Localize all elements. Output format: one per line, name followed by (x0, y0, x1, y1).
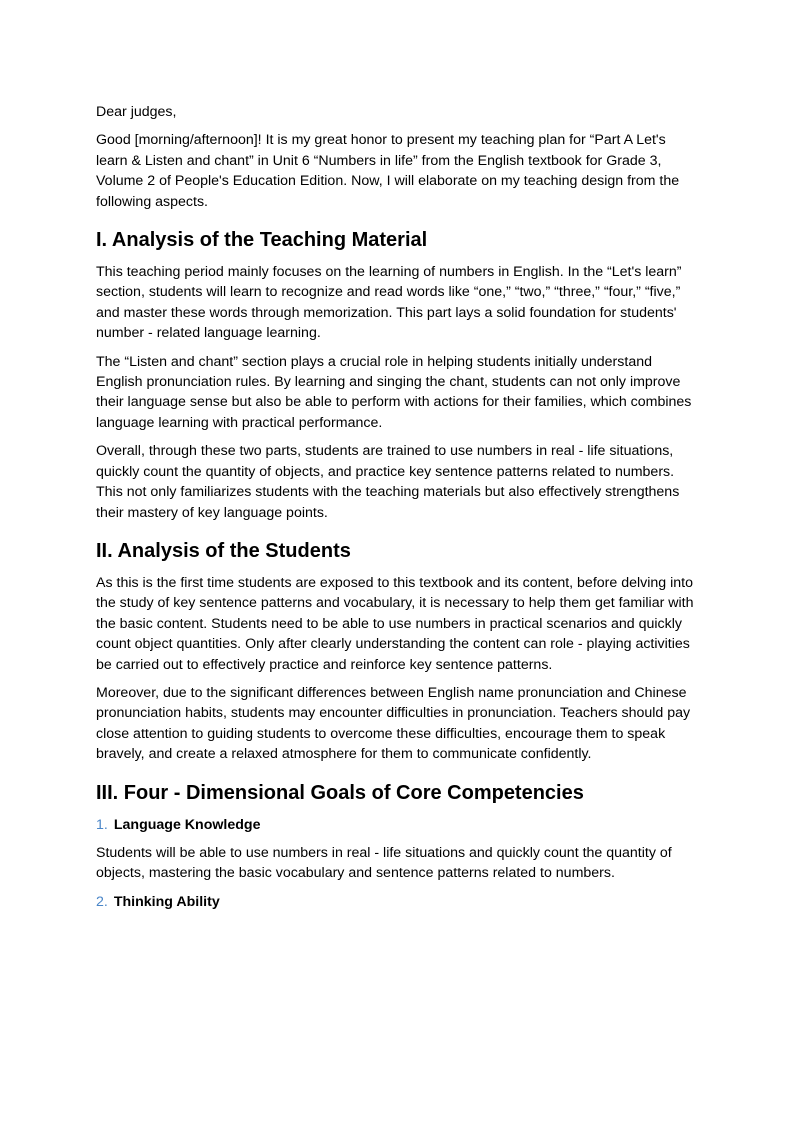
list-label: Language Knowledge (113, 816, 261, 833)
salutation: Dear judges, (96, 104, 177, 120)
paragraph: Overall, through these two parts, students are trained to use numbers in real - life situations, quickly count the quantity of objects, and practice key sentence patterns related to numbers. This not only familiarizes students with the teaching materials but also effectively strengthens their mastery of key language points. (96, 443, 680, 521)
intro-paragraph: Good [morning/afternoon]! It is my great honor to present my teaching plan for “Part A Let's learn & Listen and chant” in Unit 6 “Numbers in life” from the English textbook for Grade 3, Volume 2 of People's Education Edition. Now, I will elaborate on my teaching design from the following aspects. (96, 132, 680, 210)
paragraph: This teaching period mainly focuses on the learning of numbers in English. In the “Let's learn” section, students will learn to recognize and read words like “one,” “two,” “three,” “four,” “five,” and master these words through memorization. This part lays a solid foundation for students' number - related language learning. (96, 264, 682, 342)
list-number: 2. (96, 893, 108, 910)
list-item-language-knowledge (96, 815, 696, 835)
list-label: Thinking Ability (113, 893, 220, 910)
section-heading-students: II. Analysis of the Students (96, 539, 351, 562)
paragraph: Students will be able to use numbers in real - life situations and quickly count the quantity of objects, mastering the basic vocabulary and sentence patterns related to numbers. (96, 844, 672, 882)
section-heading-core-competencies: III. Four - Dimensional Goals of Core Competencies (96, 781, 584, 804)
list-item-thinking-ability (96, 892, 696, 912)
document-page (96, 102, 696, 920)
paragraph: As this is the first time students are exposed to this textbook and its content, before delving into the study of key sentence patterns and vocabulary, it is necessary to help them get familiar with the basic content. Students need to be able to use numbers in practical scenarios and quickly count object quantities. Only after clearly understanding the content can role - playing activities be carried out to effectively practice and reinforce key sentence patterns. (96, 574, 694, 673)
paragraph: Moreover, due to the significant differences between English name pronunciation and Chinese pronunciation habits, students may encounter difficulties in pronunciation. Teachers should pay close attention to guiding students to overcome these difficulties, encourage them to speak bravely, and create a relaxed atmosphere for them to communicate confidently. (96, 684, 691, 763)
list-number: 1. (96, 816, 108, 833)
section-heading-teaching-material: I. Analysis of the Teaching Material (96, 229, 428, 252)
paragraph: The “Listen and chant” section plays a crucial role in helping students initially understand English pronunciation rules. By learning and singing the chant, students can not only improve their language sense but also be able to perform with actions for their families, which combines language learning with practical performance. (96, 353, 692, 431)
